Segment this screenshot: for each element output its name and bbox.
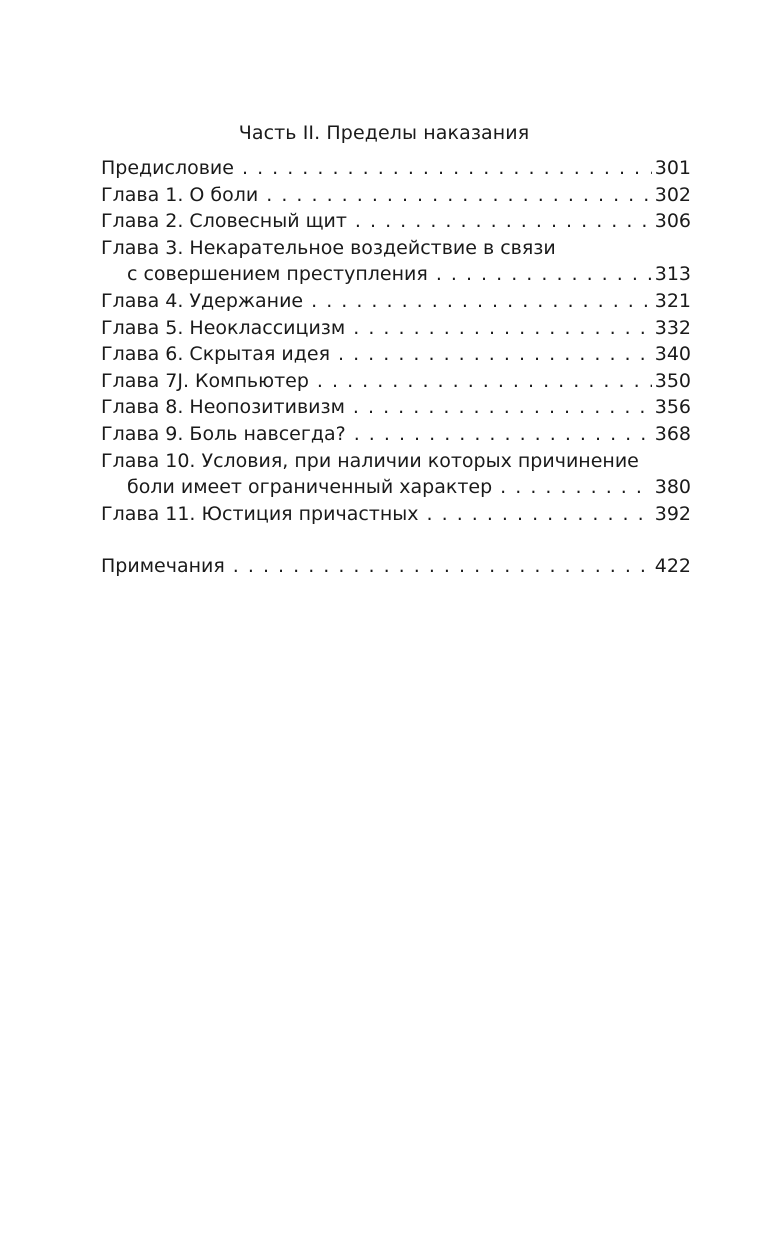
table-of-contents [101, 155, 691, 580]
toc-entry-chapter-10-line-2 [101, 474, 691, 501]
dot-leader [354, 421, 652, 448]
toc-entry-label: Глава 4. Удержание [101, 289, 304, 312]
toc-entry-page: 350 [654, 369, 691, 392]
toc-entry-label: Глава 2. Словесный щит [101, 210, 347, 233]
dot-leader [233, 553, 652, 580]
dot-leader [242, 155, 652, 182]
toc-entry-chapter-8 [101, 394, 691, 421]
toc-entry-page: 380 [654, 476, 691, 499]
toc-entry-chapter-11 [101, 501, 691, 528]
toc-entry-chapter-5 [101, 315, 691, 342]
toc-entry-chapter-2 [101, 208, 691, 235]
toc-entry-page: 302 [654, 183, 691, 206]
dot-leader [500, 474, 652, 501]
toc-entry-chapter-1 [101, 182, 691, 209]
dot-leader [317, 368, 652, 395]
toc-entry-label: Глава 9. Боль навсегда? [101, 422, 346, 445]
toc-entry-page: 313 [654, 263, 691, 286]
toc-entry-page: 392 [654, 502, 691, 525]
dot-leader [427, 501, 652, 528]
dot-leader [311, 288, 652, 315]
toc-entry-label: Глава 11. Юстиция причастных [101, 502, 419, 525]
toc-entry-chapter-9 [101, 421, 691, 448]
toc-entry-page: 356 [654, 396, 691, 419]
toc-entry-chapter-10-line-1 [101, 448, 691, 475]
toc-entry-page: 306 [654, 210, 691, 233]
toc-entry-chapter-3-line-2 [101, 261, 691, 288]
dot-leader [355, 208, 652, 235]
toc-entry-notes [101, 553, 691, 580]
toc-entry-label: Примечания [101, 555, 225, 578]
toc-entry-label: боли имеет ограниченный характер [127, 476, 493, 499]
toc-entry-label: Глава 3. Некарательное воздействие в связи [101, 236, 556, 259]
toc-entry-preface [101, 155, 691, 182]
toc-entry-label: Глава 6. Скрытая идея [101, 343, 331, 366]
dot-leader [353, 394, 652, 421]
toc-entry-label: Глава 7J. Компьютер [101, 369, 309, 392]
toc-entry-label: Глава 10. Условия, при наличии которых причинение [101, 449, 639, 472]
toc-entry-label: Глава 8. Неопозитивизм [101, 396, 345, 419]
toc-entry-label: с совершением преступления [127, 263, 428, 286]
toc-entry-chapter-6 [101, 341, 691, 368]
toc-entry-chapter-4 [101, 288, 691, 315]
dot-leader [266, 182, 651, 209]
toc-entry-page: 368 [654, 422, 691, 445]
toc-entry-page: 340 [654, 343, 691, 366]
toc-entry-page: 332 [654, 316, 691, 339]
dot-leader [436, 261, 652, 288]
toc-entry-page: 321 [654, 289, 691, 312]
toc-entry-page: 422 [654, 555, 691, 578]
part-title: Часть II. Пределы наказания [238, 122, 530, 144]
toc-entry-chapter-3-line-1 [101, 235, 691, 262]
dot-leader [338, 341, 652, 368]
toc-entry-page: 301 [654, 157, 691, 179]
dot-leader [353, 315, 651, 342]
toc-entry-label: Глава 1. О боли [101, 183, 259, 206]
toc-entry-chapter-7 [101, 368, 691, 395]
toc-entry-label: Глава 5. Неоклассицизм [101, 316, 346, 339]
toc-entry-label: Предисловие [101, 157, 234, 179]
